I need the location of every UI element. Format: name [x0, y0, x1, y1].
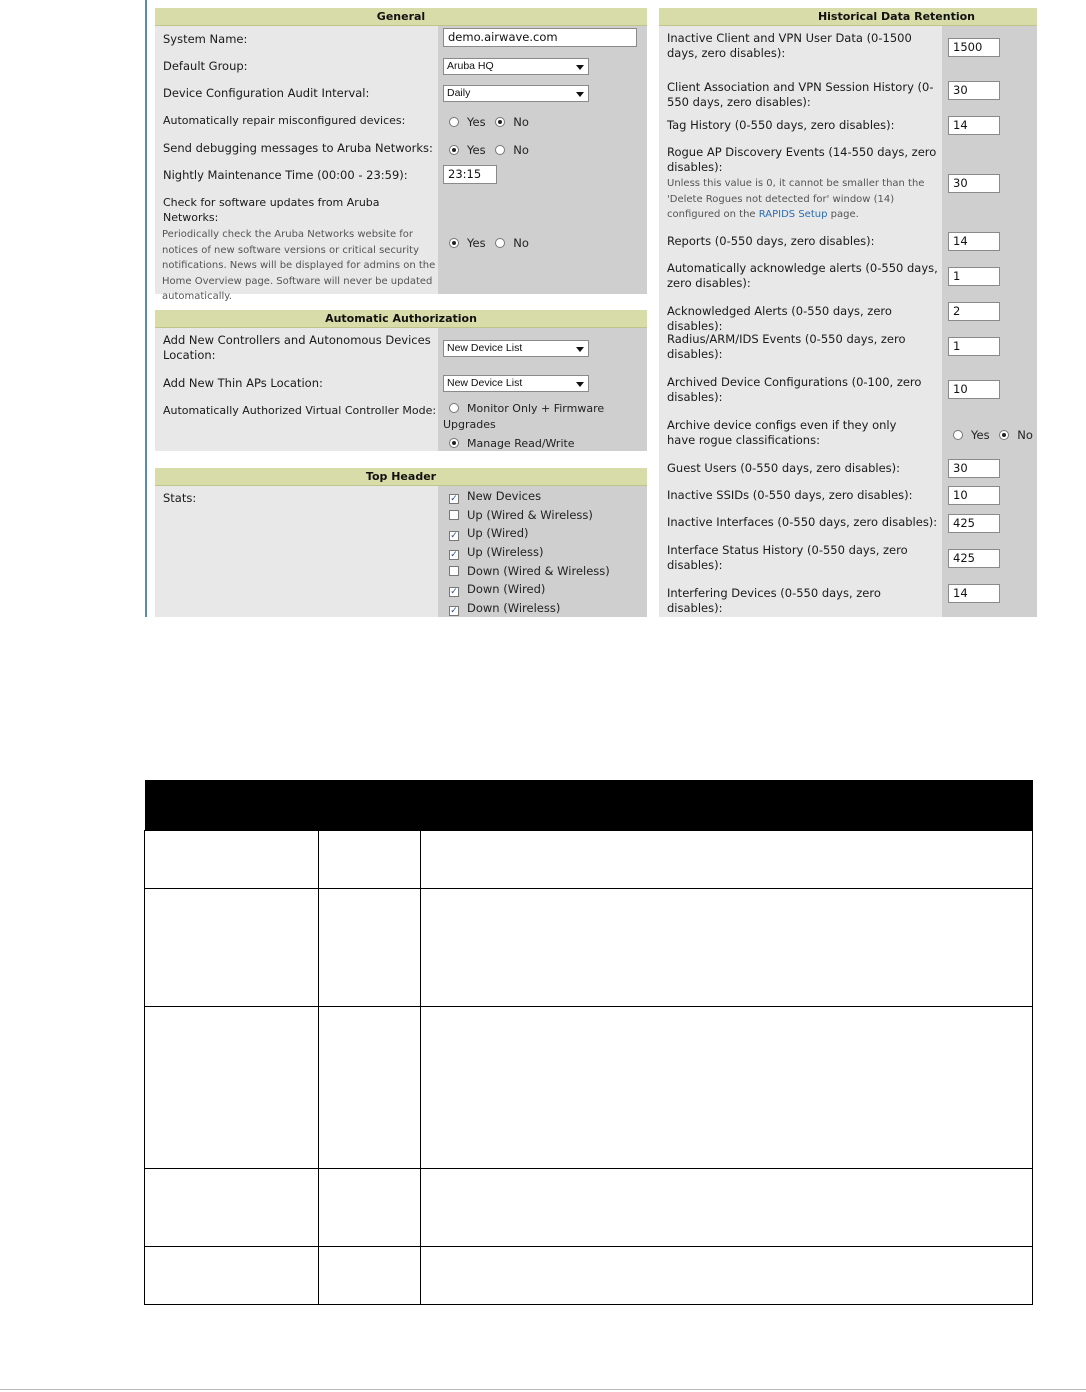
retention-row-input[interactable]: 2 [948, 302, 1000, 321]
vc-mode-label: Automatically Authorized Virtual Controller Mode: [163, 404, 437, 417]
stats-checkbox-item[interactable] [449, 508, 610, 527]
archive-rogue-radio-group: Yes No [953, 428, 1038, 443]
retention-row-input[interactable]: 1 [948, 267, 1000, 286]
retention-row-label: Guest Users (0-550 days, zero disables): [667, 461, 901, 475]
audit-interval-label: Device Configuration Audit Interval: [163, 86, 370, 100]
retention-row-input[interactable]: 10 [948, 486, 1000, 505]
default-group-label: Default Group: [163, 59, 248, 73]
rogue-hint-text-end: page. [827, 209, 859, 220]
auto-repair-radio-group: Yes No [449, 115, 535, 130]
default-group-select[interactable] [443, 58, 589, 75]
updates-radio-group: Yes No [449, 236, 535, 251]
vc-mode-radio-group [443, 401, 643, 452]
debug-yes-radio[interactable] [449, 145, 459, 155]
chevron-down-icon [576, 92, 584, 97]
vc-monitor-radio[interactable] [449, 403, 459, 413]
stats-checkbox-label: Up (Wireless) [467, 545, 544, 560]
auto-repair-yes-radio[interactable] [449, 117, 459, 127]
table-row [145, 1169, 1033, 1247]
retention-row-label: Archived Device Configurations (0-100, zero disables): [667, 375, 922, 404]
thin-aps-label: Add New Thin APs Location: [163, 376, 323, 390]
controllers-location-label: Add New Controllers and Autonomous Devices Location: [163, 333, 431, 362]
checkbox-unchecked-icon[interactable] [449, 566, 459, 576]
retention-row-label: Inactive Interfaces (0-550 days, zero disables): [667, 515, 938, 529]
retention-row-input[interactable]: 14 [948, 232, 1000, 251]
stats-label: Stats: [163, 491, 197, 505]
stats-checkbox-label: Up (Wired) [467, 526, 529, 541]
stats-checkbox-item[interactable] [449, 489, 610, 508]
checkbox-checked-icon[interactable]: ✓ [450, 494, 458, 504]
thin-aps-value: New Device List [447, 377, 523, 389]
controllers-location-value: New Device List [447, 342, 523, 354]
retention-row-label: Inactive SSIDs (0-550 days, zero disables): [667, 488, 913, 502]
archive-rogue-label: Archive device configs even if they only have rogue classifications: [667, 418, 897, 447]
checkbox-checked-icon[interactable]: ✓ [450, 587, 458, 598]
retention-row-label: Interfering Devices (0-550 days, zero disables): [667, 586, 881, 615]
stats-checkbox-item[interactable] [449, 545, 610, 564]
default-group-value: Aruba HQ [447, 60, 494, 72]
controllers-location-select[interactable] [443, 340, 589, 357]
retention-row-label: Reports (0-550 days, zero disables): [667, 234, 875, 248]
chevron-down-icon [576, 65, 584, 70]
archive-rogue-no-radio[interactable] [999, 430, 1009, 440]
updates-yes-radio[interactable] [449, 238, 459, 248]
retention-panel [659, 8, 1037, 617]
rogue-hint [667, 176, 939, 223]
retention-row-label: Rogue AP Discovery Events (14-550 days, zero disables): [667, 145, 937, 174]
general-header: General [155, 8, 647, 26]
stats-checkbox-label: Up (Wired & Wireless) [467, 507, 593, 522]
stats-checkbox-list [449, 489, 610, 617]
stats-checkbox-label: Down (Wired & Wireless) [467, 563, 610, 578]
retention-row-input[interactable]: 1500 [948, 38, 1000, 57]
retention-row-input[interactable]: 14 [948, 116, 1000, 135]
stats-checkbox-item[interactable] [449, 601, 610, 617]
system-name-label: System Name: [163, 32, 248, 46]
auto-repair-label: Automatically repair misconfigured devices: [163, 114, 406, 127]
audit-interval-select[interactable] [443, 85, 589, 102]
retention-row-input[interactable]: 1 [948, 337, 1000, 356]
stats-checkbox-label: Down (Wired) [467, 582, 546, 597]
stats-checkbox-label: New Devices [467, 489, 542, 503]
archive-rogue-yes-radio[interactable] [953, 430, 963, 440]
debug-no-radio[interactable] [495, 145, 505, 155]
retention-header [659, 8, 1037, 26]
retention-row-label: Client Association and VPN Session History (0-550 days, zero disables): [667, 80, 934, 109]
top-header-header: Top Header [155, 468, 647, 486]
top-header-panel [155, 468, 647, 617]
stats-checkbox-item[interactable] [449, 526, 610, 545]
table-row [145, 831, 1033, 889]
auto-repair-no-radio[interactable] [495, 117, 505, 127]
rapids-setup-link[interactable]: RAPIDS Setup [758, 209, 828, 220]
retention-row-label: Inactive Client and VPN User Data (0-1500 days, zero disables): [667, 31, 912, 60]
table-header [145, 780, 1033, 831]
table-row [145, 1007, 1033, 1169]
maintenance-label: Nightly Maintenance Time (00:00 - 23:59): [163, 168, 408, 182]
auto-auth-panel [155, 310, 647, 451]
retention-row-input[interactable]: 30 [948, 81, 1000, 100]
maintenance-input[interactable]: 23:15 [443, 165, 497, 184]
retention-row-label: Acknowledged Alerts (0-550 days, zero disables): [667, 304, 892, 333]
updates-label: Check for software updates from Aruba Networks: [163, 196, 380, 224]
retention-row-label: Interface Status History (0-550 days, zero disables): [667, 543, 908, 572]
retention-row-input[interactable]: 425 [948, 549, 1000, 568]
retention-row-input[interactable]: 14 [948, 584, 1000, 603]
stats-checkbox-item[interactable] [449, 582, 610, 601]
checkbox-checked-icon[interactable]: ✓ [450, 550, 458, 561]
footer-rule [0, 1389, 1086, 1390]
retention-row-input[interactable]: 425 [948, 514, 1000, 533]
debug-radio-group: Yes No [449, 143, 535, 158]
thin-aps-select[interactable] [443, 375, 589, 392]
document-table [144, 780, 1033, 1305]
vc-monitor-label: Monitor Only + Firmware Upgrades [443, 402, 605, 431]
stats-checkbox-item[interactable] [449, 564, 610, 583]
table-row [145, 889, 1033, 1007]
general-panel [155, 8, 647, 302]
rogue-hint-text: Unless this value is 0, it cannot be smaller than the 'Delete Rogues not detected for' window (14) configured on the [667, 178, 925, 220]
updates-no-radio[interactable] [495, 238, 505, 248]
settings-screenshot [145, 0, 1038, 617]
retention-row-label: Tag History (0-550 days, zero disables): [667, 118, 895, 132]
retention-title: Historical Data Retention [817, 10, 975, 23]
retention-row-label: Automatically acknowledge alerts (0-550 days, zero disables): [667, 261, 938, 290]
vc-manage-label: Manage Read/Write [467, 437, 575, 450]
checkbox-checked-icon[interactable]: ✓ [450, 531, 458, 542]
retention-row-input[interactable]: 30 [948, 459, 1000, 478]
debug-label: Send debugging messages to Aruba Networks: [163, 141, 433, 155]
auto-auth-header: Automatic Authorization [155, 310, 647, 328]
system-name-input[interactable]: demo.airwave.com [443, 28, 637, 47]
chevron-down-icon [576, 382, 584, 387]
checkbox-checked-icon[interactable]: ✓ [450, 606, 458, 617]
chevron-down-icon [576, 347, 584, 352]
table-header-row [145, 780, 1033, 831]
updates-hint: Periodically check the Aruba Networks website for notices of new software versions or critical security notifications. News will be displayed for admins on the Home Overview page. Software will never be updated automatically. [162, 229, 436, 302]
retention-row-input[interactable]: 10 [948, 380, 1000, 399]
vc-manage-radio[interactable] [449, 438, 459, 448]
retention-row-input[interactable]: 30 [948, 174, 1000, 193]
audit-interval-value: Daily [447, 87, 471, 99]
table-row [145, 1247, 1033, 1305]
checkbox-unchecked-icon[interactable] [449, 510, 459, 520]
retention-row-label: Radius/ARM/IDS Events (0-550 days, zero disables): [667, 332, 906, 361]
stats-checkbox-label: Down (Wireless) [467, 601, 561, 616]
